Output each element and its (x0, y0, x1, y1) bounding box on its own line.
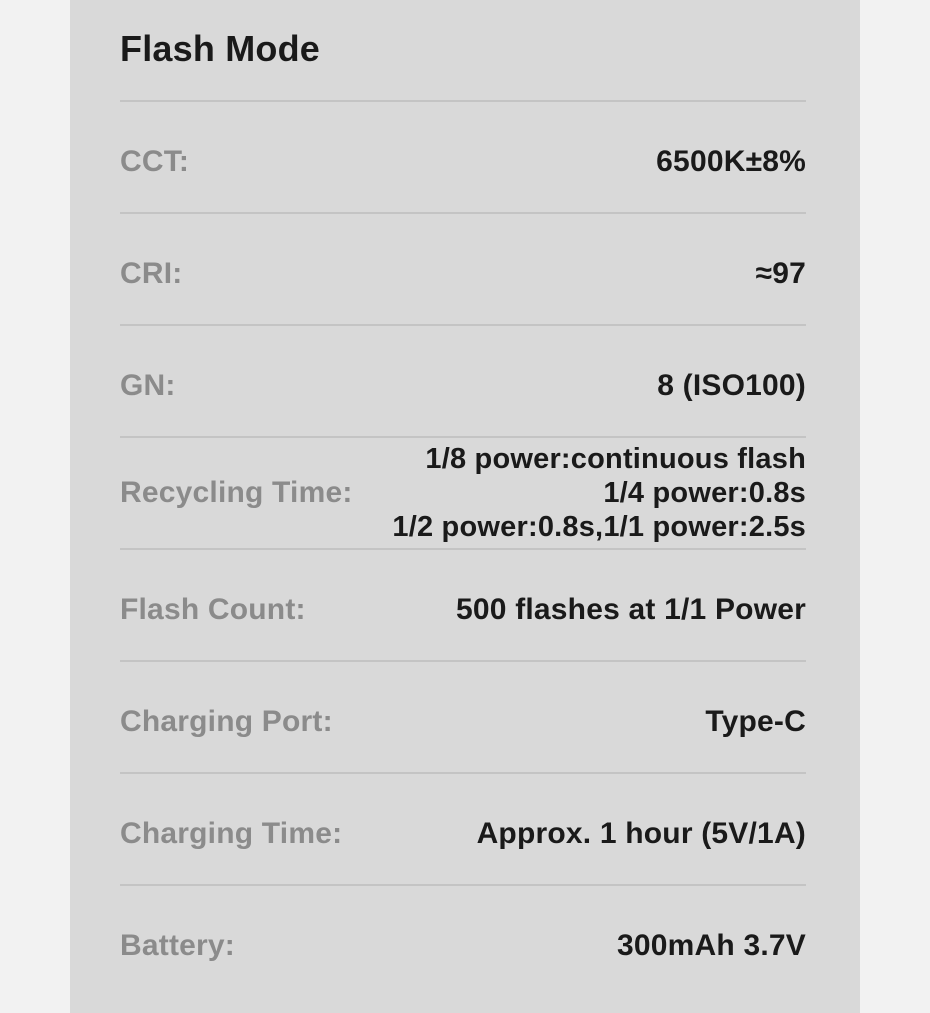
spec-label-flash-count: Flash Count: (120, 593, 306, 626)
spec-value-charging-time: Approx. 1 hour (5V/1A) (476, 817, 806, 850)
recycling-time-line-2: 1/4 power:0.8s (603, 477, 806, 509)
spec-row-battery (120, 884, 806, 996)
spec-row-charging-time (120, 772, 806, 884)
spec-value-battery: 300mAh 3.7V (617, 929, 806, 962)
spec-label-recycling-time: Recycling Time: (120, 476, 353, 509)
spec-content (70, 0, 860, 1013)
spec-label-charging-port: Charging Port: (120, 705, 333, 738)
spec-label-charging-time: Charging Time: (120, 817, 343, 850)
spec-row-charging-port (120, 660, 806, 772)
spec-value-charging-port: Type-C (705, 705, 806, 738)
spec-panel (70, 0, 860, 1013)
spec-row-flash-count (120, 548, 806, 660)
spec-row-cri (120, 212, 806, 324)
spec-row-cct (120, 100, 806, 212)
recycling-time-line-1: 1/8 power:continuous flash (425, 443, 806, 475)
spec-value-gn: 8 (ISO100) (657, 369, 806, 402)
recycling-time-line-3: 1/2 power:0.8s,1/1 power:2.5s (392, 511, 806, 543)
section-title: Flash Mode (120, 28, 321, 69)
spec-value-cri: ≈97 (755, 257, 806, 290)
spec-value-flash-count: 500 flashes at 1/1 Power (456, 593, 806, 626)
spec-label-battery: Battery: (120, 929, 235, 962)
spec-label-gn: GN: (120, 369, 176, 402)
spec-row-recycling-time (120, 436, 806, 548)
spec-value-recycling-time (353, 442, 806, 544)
spec-row-gn (120, 324, 806, 436)
spec-label-cct: CCT: (120, 145, 190, 178)
spec-value-cct: 6500K±8% (656, 145, 806, 178)
spec-label-cri: CRI: (120, 257, 183, 290)
